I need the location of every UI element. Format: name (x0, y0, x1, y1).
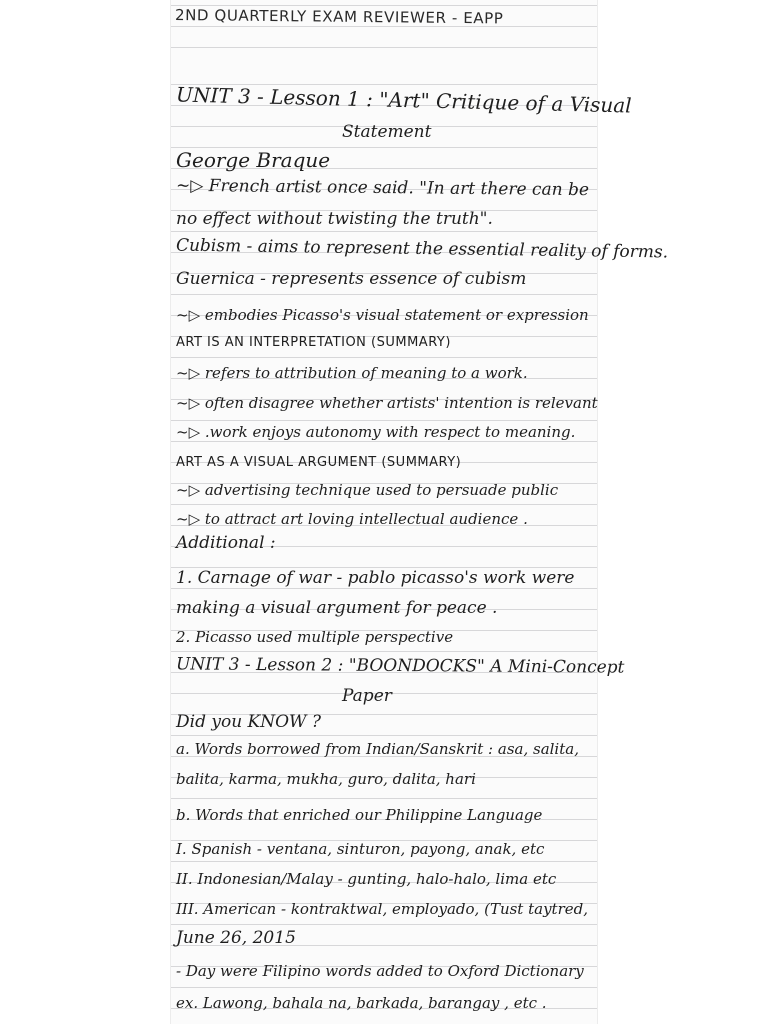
did-you-know-heading: Did you KNOW ? (176, 712, 322, 732)
braque-name: George Braque (176, 148, 331, 172)
sanskrit-words-line-1: a. Words borrowed from Indian/Sanskrit : asa, salita, (176, 740, 579, 758)
guernica-definition: Guernica - represents essence of cubism (176, 269, 527, 289)
picasso-visual-statement: ~▷ embodies Picasso's visual statement or expression (176, 306, 589, 324)
art-interpretation-heading: ART IS AN INTERPRETATION (SUMMARY) (176, 335, 451, 350)
enriched-words-heading: b. Words that enriched our Philippine Language (176, 806, 543, 824)
interpretation-point-2: ~▷ often disagree whether artists' intention is relevant (176, 394, 598, 412)
filipino-word-examples: ex. Lawong, bahala na, barkada, barangay , etc . (176, 994, 547, 1012)
art-argument-heading: ART AS A VISUAL ARGUMENT (SUMMARY) (176, 455, 462, 470)
additional-item-2: 2. Picasso used multiple perspective (176, 628, 454, 646)
unit3-lesson1-title: UNIT 3 - Lesson 1 : "Art" Critique of a Visual (175, 82, 632, 118)
page-title: 2ND QUARTERLY EXAM REVIEWER - EAPP (174, 6, 504, 28)
unit3-lesson2-title: UNIT 3 - Lesson 2 : "BOONDOCKS" A Mini-Concept (175, 654, 625, 678)
date: June 26, 2015 (176, 928, 296, 948)
cubism-definition: Cubism - aims to represent the essential reality of forms. (175, 235, 669, 263)
additional-item-1-line-2: making a visual argument for peace . (176, 598, 498, 618)
unit3-lesson2-title-continued: Paper (342, 686, 392, 706)
interpretation-point-3: ~▷ .work enjoys autonomy with respect to meaning. (176, 423, 576, 441)
spanish-words: I. Spanish - ventana, sinturon, payong, anak, etc (176, 840, 545, 858)
indonesian-malay-words: II. Indonesian/Malay - gunting, halo-halo, lima etc (176, 870, 557, 888)
unit3-lesson1-title-continued: Statement (342, 122, 432, 142)
braque-quote-line-1: ~▷ French artist once said. "In art there can be (175, 175, 590, 201)
oxford-dictionary-note: - Day were Filipino words added to Oxford Dictionary (176, 962, 584, 980)
sanskrit-words-line-2: balita, karma, mukha, guro, dalita, hari (176, 770, 476, 788)
interpretation-point-1: ~▷ refers to attribution of meaning to a work. (176, 364, 528, 382)
argument-point-2: ~▷ to attract art loving intellectual audience . (176, 510, 528, 528)
additional-item-1-line-1: 1. Carnage of war - pablo picasso's work were (176, 568, 575, 588)
braque-quote-line-2: no effect without twisting the truth". (176, 209, 493, 229)
american-words: III. American - kontraktwal, employado, (Tust taytred, (176, 900, 588, 918)
additional-label: Additional : (176, 533, 276, 553)
argument-point-1: ~▷ advertising technique used to persuade public (176, 481, 559, 499)
